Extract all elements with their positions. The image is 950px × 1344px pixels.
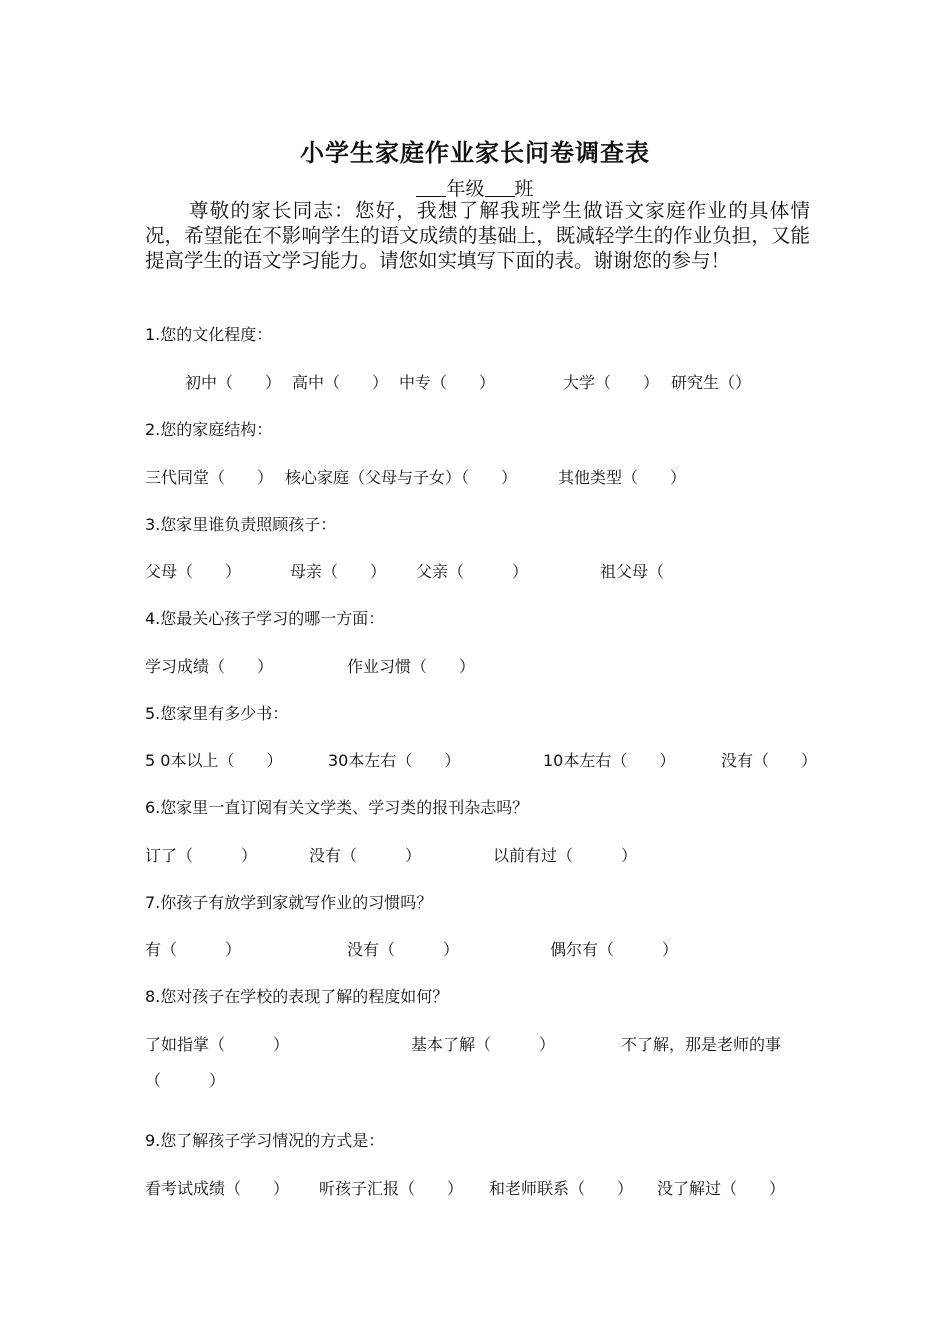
option-child-report[interactable]: 听孩子汇报（ ） — [319, 1179, 464, 1198]
option-grandparents[interactable]: 祖父母（ — [600, 562, 665, 581]
question-number: 7. — [145, 893, 161, 912]
question-text: 您家里一直订阅有关文学类、学习类的报刊杂志吗？ — [160, 798, 529, 817]
grade-label: 年级 — [446, 178, 485, 200]
option-text: 本左右（ ） — [563, 751, 676, 770]
option-number: 30 — [328, 751, 349, 770]
page-title: 小学生家庭作业家长问卷调查表 — [300, 139, 650, 167]
option-not-subscribed[interactable]: 没有（ ） — [309, 846, 422, 865]
option-grades[interactable]: 学习成绩（ ） — [145, 657, 274, 676]
option-text: 本以上（ ） — [170, 751, 283, 770]
class-blank[interactable] — [485, 178, 515, 197]
question-6 — [145, 795, 528, 818]
option-no[interactable]: 没有（ ） — [347, 940, 460, 959]
question-number: 5. — [145, 704, 161, 723]
intro-paragraph: 尊敬的家长同志：您好，我想了解我班学生做语文家庭作业的具体情况，希望能在不影响学生的语文成绩的基础上，既减轻学生的作业负担，又能提高学生的语文学习能力。请您如实填写下面的表。谢谢您的参与！ — [145, 199, 810, 272]
class-label: 班 — [514, 178, 534, 200]
option-know-well[interactable]: 了如指掌（ ） — [145, 1035, 290, 1054]
option-contact-teacher[interactable]: 和老师联系（ ） — [489, 1179, 634, 1198]
question-4 — [145, 606, 384, 629]
option-technical-school[interactable]: 中专（ ） — [399, 373, 496, 392]
question-number: 8. — [145, 987, 161, 1006]
option-sometimes[interactable]: 偶尔有（ ） — [550, 940, 679, 959]
option-senior-high[interactable]: 高中（ ） — [292, 373, 389, 392]
option-subscribed-before[interactable]: 以前有过（ ） — [493, 846, 638, 865]
option-number: 10 — [543, 751, 564, 770]
question-8 — [145, 984, 448, 1007]
question-text: 您对孩子在学校的表现了解的程度如何？ — [160, 987, 449, 1006]
option-never-checked[interactable]: 没了解过（ ） — [657, 1179, 786, 1198]
option-basic-understanding[interactable]: 基本了解（ ） — [411, 1035, 556, 1054]
question-7 — [145, 890, 432, 913]
option-over-50-books[interactable] — [145, 748, 282, 771]
question-number: 2. — [145, 420, 161, 439]
question-text: 您最关心孩子学习的哪一方面： — [160, 609, 385, 628]
option-nuclear-family[interactable]: 核心家庭（父母与子女）（ ） — [285, 468, 518, 487]
option-about-30-books[interactable] — [328, 748, 460, 771]
option-exam-results[interactable]: 看考试成绩（ ） — [145, 1179, 290, 1198]
option-mother[interactable]: 母亲（ ） — [290, 562, 387, 581]
option-yes[interactable]: 有（ ） — [145, 940, 242, 959]
question-text: 你孩子有放学到家就写作业的习惯吗？ — [160, 893, 433, 912]
question-number: 3. — [145, 515, 161, 534]
option-postgraduate[interactable]: 研究生（） — [671, 373, 752, 392]
question-number: 9. — [145, 1131, 161, 1150]
question-9 — [145, 1128, 384, 1151]
question-text: 您了解孩子学习情况的方式是： — [160, 1131, 385, 1150]
question-text: 您的家庭结构： — [160, 420, 273, 439]
option-text: 本左右（ ） — [348, 751, 461, 770]
question-text: 您家里有多少书： — [160, 704, 289, 723]
question-1 — [145, 322, 272, 345]
question-number: 6. — [145, 798, 161, 817]
question-3 — [145, 512, 336, 535]
option-homework-habits[interactable]: 作业习惯（ ） — [347, 657, 476, 676]
question-number: 4. — [145, 609, 161, 628]
option-father[interactable]: 父亲（ ） — [416, 562, 529, 581]
option-junior-high[interactable]: 初中（ ） — [185, 373, 282, 392]
question-text: 您家里谁负责照顾孩子： — [160, 515, 337, 534]
option-other-type[interactable]: 其他类型（ ） — [558, 468, 687, 487]
option-do-not-know[interactable]: 不了解，那是老师的事 — [621, 1035, 782, 1054]
option-number: 5 0 — [145, 751, 171, 770]
option-text: 没有（ ） — [721, 751, 818, 770]
option-parents[interactable]: 父母（ ） — [145, 562, 242, 581]
question-2 — [145, 417, 272, 440]
option-no-books[interactable] — [721, 748, 817, 771]
option-subscribed[interactable]: 订了（ ） — [145, 846, 258, 865]
question-5 — [145, 701, 288, 724]
option-do-not-know-parens[interactable]: （ ） — [145, 1071, 226, 1090]
grade-blank[interactable] — [416, 178, 446, 197]
option-three-generations[interactable]: 三代同堂（ ） — [145, 468, 274, 487]
option-about-10-books[interactable] — [543, 748, 675, 771]
option-university[interactable]: 大学（ ） — [563, 373, 660, 392]
question-number: 1. — [145, 325, 161, 344]
question-text: 您的文化程度： — [160, 325, 273, 344]
grade-class-line — [0, 174, 950, 201]
